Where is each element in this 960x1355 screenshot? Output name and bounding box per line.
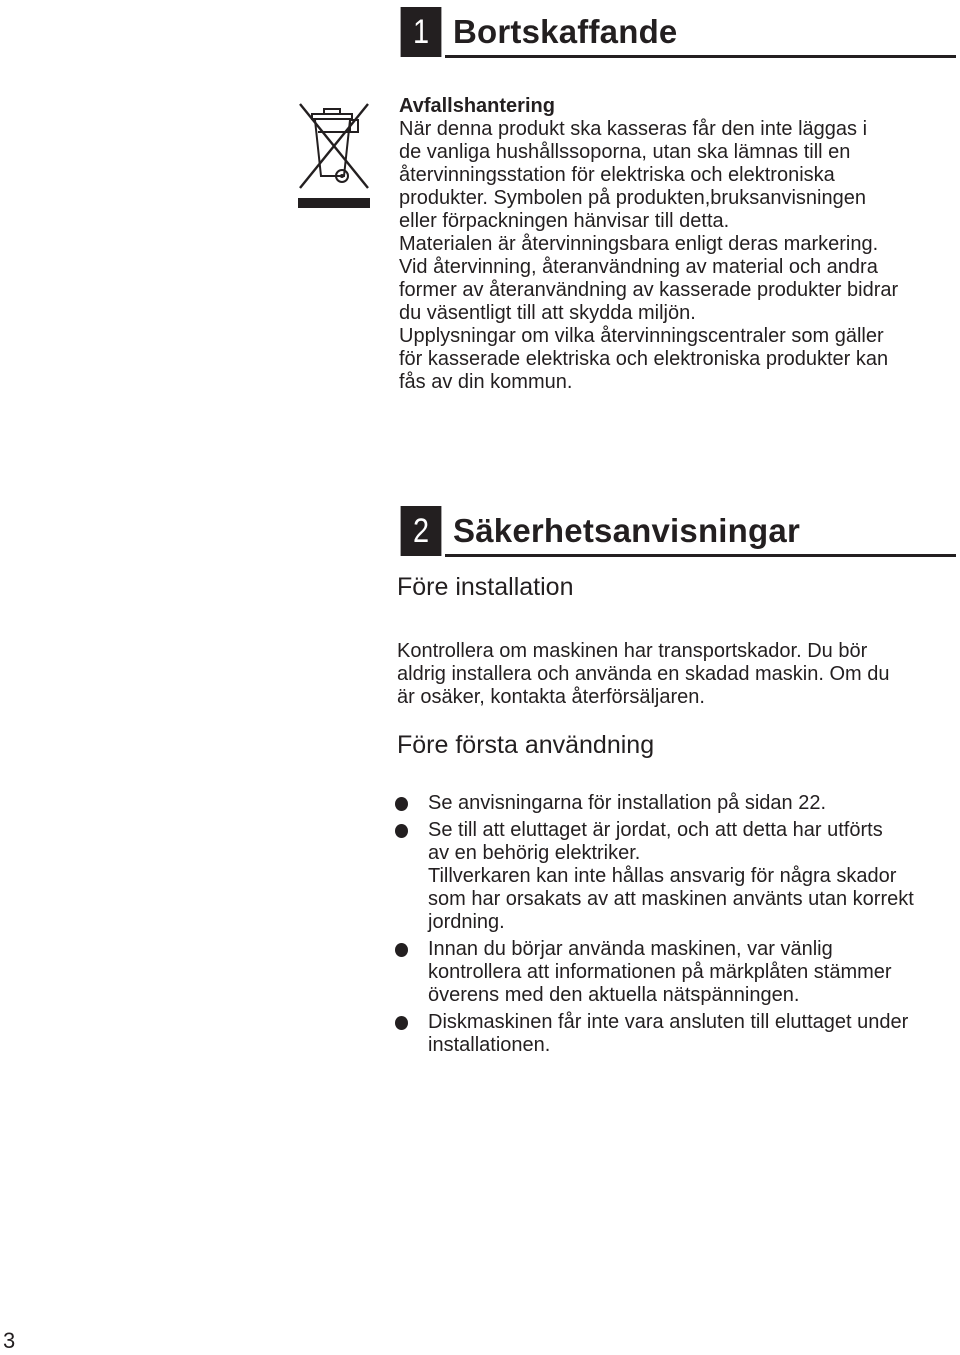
section-1-header [397,6,956,58]
list-item-line: överens med den aktuella nätspänningen. [428,984,800,1006]
body-line: återvinningsstation för elektriska och elektroniska [399,164,835,186]
section-1-rule [445,55,956,58]
list-item-line: jordning. [428,911,505,933]
bullet-icon [395,797,408,811]
list-item-line: Se anvisningarna för installation på sidan 22. [428,792,827,814]
body-line: Kontrollera om maskinen har transportskador. Du bör [397,640,868,662]
body-line: du väsentligt till att skydda miljön. [399,302,696,324]
section-1-number: 1 [401,7,442,57]
list-item-line: Tillverkaren kan inte hållas ansvarig för några skador [428,865,897,887]
before-first-use-heading: Före första användning [397,731,655,759]
section-1-body [399,95,954,394]
body-line: Upplysningar om vilka återvinningscentraler som gäller [399,325,884,347]
section-2-rule [445,554,956,557]
section-1-title: Bortskaffande [453,13,678,50]
list-item [393,938,956,1007]
body-line: Materialen är återvinningsbara enligt deras markering. [399,233,879,255]
list-item-line: som har orsakats av att maskinen använts utan korrekt [428,888,914,910]
waste-subheading: Avfallshantering [399,95,555,117]
before-installation-body [397,640,952,709]
list-item [393,819,956,934]
section-2-number: 2 [401,506,442,556]
section-2-title: Säkerhetsanvisningar [453,512,800,549]
list-item-line: Innan du börjar använda maskinen, var vänlig [428,938,833,960]
bullet-icon [395,943,408,957]
body-line: är osäker, kontakta återförsäljaren. [397,686,705,708]
body-line: aldrig installera och använda en skadad maskin. Om du [397,663,890,685]
body-line: former av återanvändning av kasserade produkter bidrar [399,279,899,301]
bullet-icon [395,1016,408,1030]
crossed-out-wheelie-bin-icon [296,100,372,210]
list-item [393,1011,956,1057]
bullet-icon [395,824,408,838]
list-item-line: Se till att eluttaget är jordat, och att detta har utförts [428,819,883,841]
body-line: eller förpackningen hänvisar till detta. [399,210,730,232]
body-line: När denna produkt ska kasseras får den inte läggas i [399,118,868,140]
list-item-line: installationen. [428,1034,551,1056]
section-2-header [397,505,956,557]
body-line: fås av din kommun. [399,371,573,393]
list-item-line: Diskmaskinen får inte vara ansluten till eluttaget under [428,1011,909,1033]
body-line: för kasserade elektriska och elektroniska produkter kan [399,348,889,370]
body-line: de vanliga hushållssoporna, utan ska lämnas till en [399,141,851,163]
list-item [393,792,956,815]
body-line: produkter. Symbolen på produkten,bruksanvisningen [399,187,866,209]
list-item-line: av en behörig elektriker. [428,842,641,864]
page-number: 3 [3,1328,16,1353]
body-line: Vid återvinning, återanvändning av material och andra [399,256,878,278]
before-installation-heading: Före installation [397,573,574,601]
before-first-use-list [393,792,956,1061]
list-item-line: kontrollera att informationen på märkplåten stämmer [428,961,892,983]
